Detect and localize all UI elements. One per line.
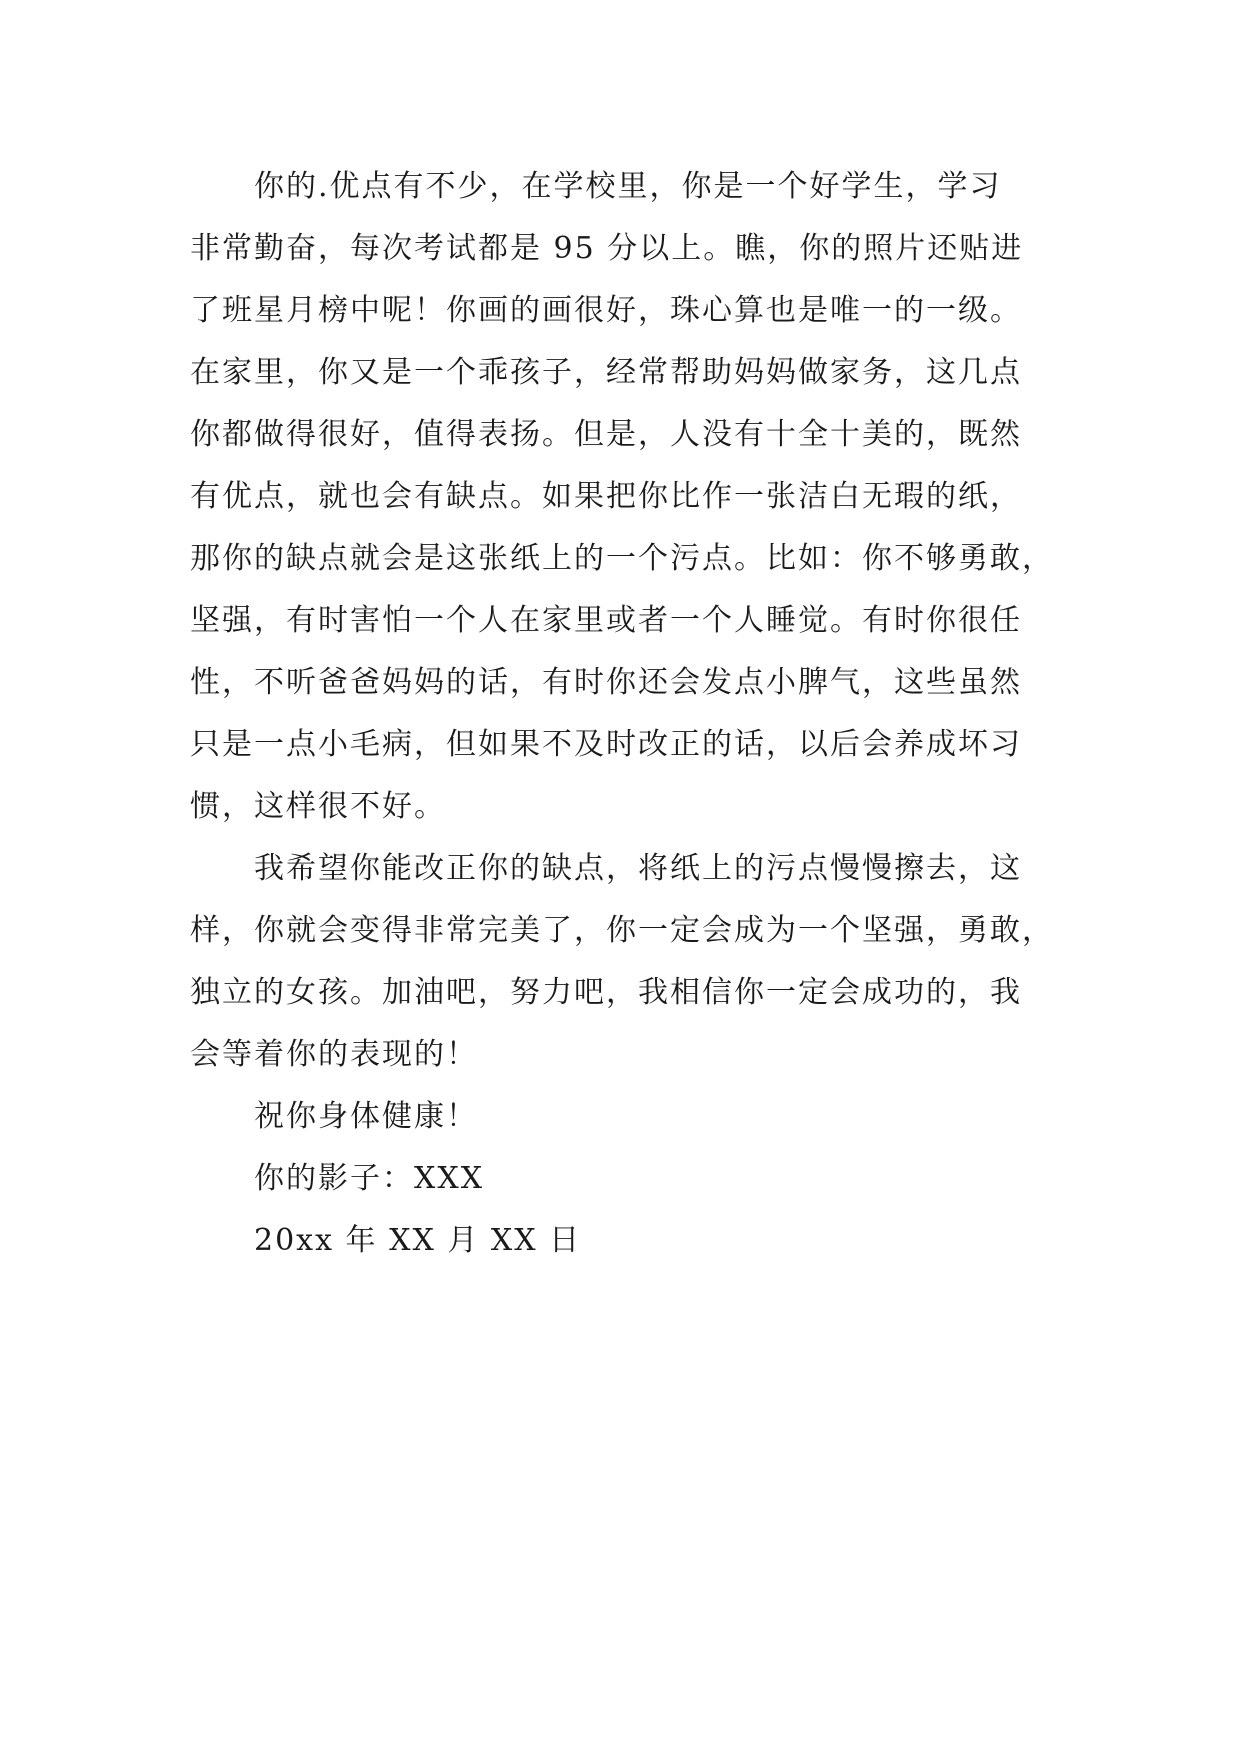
paragraph-2-line-1: 我希望你能改正你的缺点，将纸上的污点慢慢擦去，这 bbox=[254, 851, 1022, 886]
paragraph-1-line-6: 有优点，就也会有缺点。如果把你比作一张洁白无瑕的纸， bbox=[190, 479, 1022, 514]
signature-line: 你的影子：XXX bbox=[254, 1161, 485, 1196]
paragraph-2-line-3: 独立的女孩。加油吧，努力吧，我相信你一定会成功的，我 bbox=[190, 975, 1022, 1010]
paragraph-1-line-1: 你的.优点有不少，在学校里，你是一个好学生，学习 bbox=[254, 169, 1002, 204]
paragraph-2-line-4: 会等着你的表现的！ bbox=[190, 1037, 478, 1072]
paragraph-1-line-10: 只是一点小毛病，但如果不及时改正的话，以后会养成坏习 bbox=[190, 727, 1022, 762]
paragraph-1-line-7: 那你的缺点就会是这张纸上的一个污点。比如：你不够勇敢， bbox=[190, 541, 1054, 576]
paragraph-1-line-4: 在家里，你又是一个乖孩子，经常帮助妈妈做家务，这几点 bbox=[190, 355, 1022, 390]
paragraph-1-line-9: 性，不听爸爸妈妈的话，有时你还会发点小脾气，这些虽然 bbox=[190, 665, 1022, 700]
paragraph-1-line-8: 坚强，有时害怕一个人在家里或者一个人睡觉。有时你很任 bbox=[190, 603, 1022, 638]
paragraph-1-line-2: 非常勤奋，每次考试都是 95 分以上。瞧，你的照片还贴进 bbox=[190, 231, 1024, 266]
closing-line: 祝你身体健康！ bbox=[254, 1099, 478, 1134]
paragraph-1-line-5: 你都做得很好，值得表扬。但是，人没有十全十美的，既然 bbox=[190, 417, 1022, 452]
letter-body bbox=[190, 156, 1074, 1272]
paragraph-1-line-3: 了班星月榜中呢！你画的画很好，珠心算也是唯一的一级。 bbox=[190, 293, 1022, 328]
paragraph-2-line-2: 样，你就会变得非常完美了，你一定会成为一个坚强，勇敢， bbox=[190, 913, 1054, 948]
paragraph-1-line-11: 惯，这样很不好。 bbox=[190, 789, 446, 824]
date-line: 20xx 年 XX 月 XX 日 bbox=[254, 1223, 582, 1258]
